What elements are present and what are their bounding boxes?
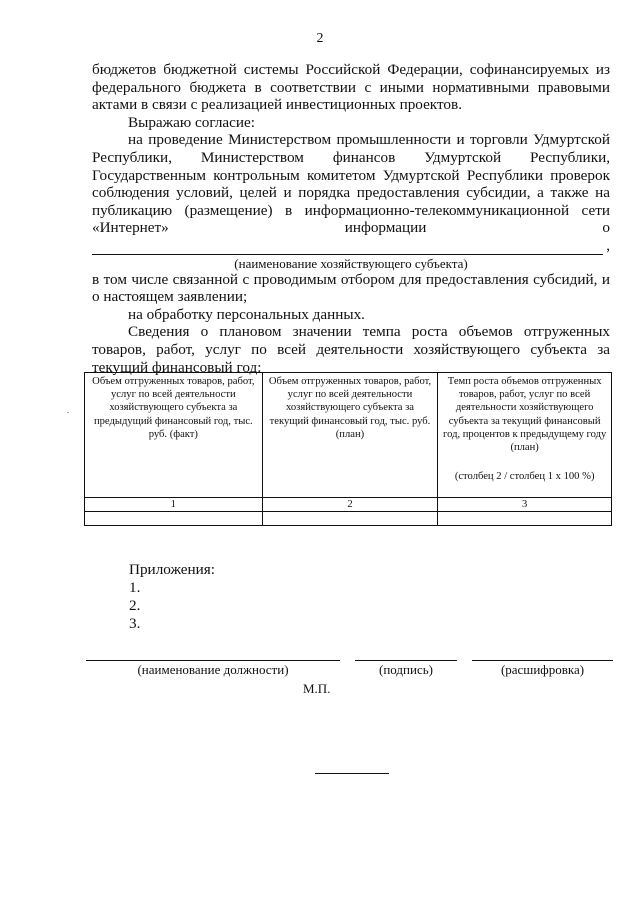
position-signature-line	[86, 660, 340, 661]
margin-mark: .	[67, 406, 69, 415]
entity-name-comma: ,	[606, 236, 610, 254]
paragraph-selection: в том числе связанной с проводимым отбором для предоставления субсидий, и о настоящем заявлении;	[92, 270, 610, 306]
header-cell-growth-rate	[438, 373, 612, 498]
entity-name-caption: (наименование хозяйствующего субъекта)	[234, 255, 468, 271]
attachments-title: Приложения:	[129, 561, 215, 578]
column-number-2: 2	[262, 498, 438, 512]
page-number: 2	[316, 31, 324, 46]
value-cell-3	[438, 512, 612, 526]
paragraph-growth-info: Сведения о плановом значении темпа роста объемов отгруженных товаров, работ, услуг по всей деятельности хозяйствующего субъекта за текущий финансовый год:	[92, 323, 610, 376]
table-column-numbers-row	[85, 498, 612, 512]
end-of-document-line	[315, 773, 389, 774]
table-row	[85, 512, 612, 526]
paragraph-consent-heading: Выражаю согласие:	[128, 113, 255, 131]
decoding-caption: (расшифровка)	[500, 662, 585, 677]
signature-line	[355, 660, 457, 661]
growth-rate-table	[84, 372, 612, 526]
value-cell-2	[262, 512, 438, 526]
column-number-3: 3	[438, 498, 612, 512]
attachment-item: 1.	[129, 579, 141, 596]
growth-rate-header-text: Темп роста объемов отгруженных товаров, работ, услуг по всей деятельности хозяйствующего субъекта за текущий финансовый год, процентов к предыдущему году (план)	[443, 376, 607, 454]
value-cell-1	[85, 512, 263, 526]
paragraph-consent-checks: на проведение Министерством промышленности и торговли Удмуртской Республики, Министерством финансов Удмуртской Республики, Государственным контрольным комитетом Удмуртской Республики проверок соблюдения условий, целей и порядка предоставления субсидии, а также на публикацию (размещение) в информационно-телекоммуникационной сети «Интернет» информации о	[92, 131, 610, 237]
attachment-item: 3.	[129, 615, 141, 632]
table-header-row	[85, 373, 612, 498]
paragraph-personal-data: на обработку персональных данных.	[128, 305, 365, 323]
attachments-block	[129, 561, 215, 633]
paragraph-budgets: бюджетов бюджетной системы Российской Федерации, софинансируемых из федерального бюджета в соответствии с иными нормативными правовыми актами в связи с реализацией инвестиционных проектов.	[92, 61, 610, 114]
attachment-item: 2.	[129, 597, 141, 614]
decoding-signature-line	[472, 660, 613, 661]
document-body	[92, 61, 610, 376]
signature-caption: (подпись)	[379, 662, 433, 677]
stamp-place-label: М.П.	[303, 681, 331, 696]
header-cell-previous-year: Объем отгруженных товаров, работ, услуг по всей деятельности хозяйствующего субъекта за предыдущий финансовый год, тыс. руб. (факт)	[85, 373, 263, 498]
entity-name-fill-line	[92, 237, 610, 255]
column-number-1: 1	[85, 498, 263, 512]
header-cell-current-year: Объем отгруженных товаров, работ, услуг по всей деятельности хозяйствующего субъекта за текущий финансовый год, тыс. руб. (план)	[262, 373, 438, 498]
growth-rate-formula: (столбец 2 / столбец 1 х 100 %)	[454, 471, 595, 483]
entity-name-blank	[92, 240, 603, 255]
position-caption: (наименование должности)	[137, 662, 289, 677]
